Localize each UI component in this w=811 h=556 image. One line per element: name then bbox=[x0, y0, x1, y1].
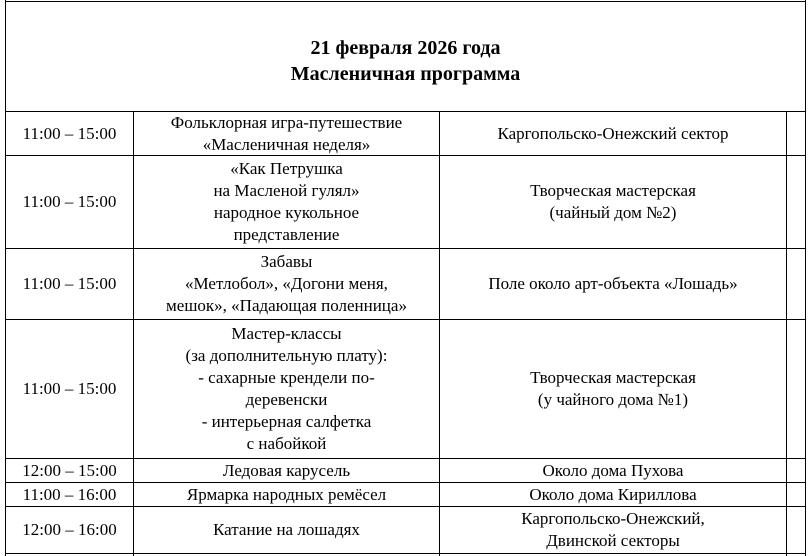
table-cell-event: Забавы «Метлобол», «Догони меня, мешок», «Падающая поленница» bbox=[166, 252, 407, 315]
table-cell-event: Ярмарка народных ремёсел bbox=[186, 484, 387, 504]
table-cell-place: Около дома Пухова bbox=[542, 460, 684, 480]
table-cell-event: Катание на лошадях bbox=[213, 520, 360, 539]
table-cell-time: 12:00 – 16:00 bbox=[22, 520, 117, 539]
table-cell-event: Мастер-классы (за дополнительную плату): - сахарные крендели по- деревенски - интерьерная салфетка с набойкой bbox=[185, 324, 388, 453]
border-top bbox=[5, 1, 806, 2]
table-cell-event: Ледовая карусель bbox=[222, 460, 351, 480]
table-cell-place: Творческая мастерская (чайный дом №2) bbox=[530, 181, 696, 222]
border-right bbox=[805, 0, 806, 556]
schedule-title: Масленичная программа bbox=[290, 63, 521, 85]
table-cell-place: Поле около арт-объекта «Лошадь» bbox=[488, 274, 738, 293]
table-cell-place: Каргопольско-Онежский, Двинской секторы bbox=[521, 509, 705, 550]
table-cell-time: 11:00 – 15:00 bbox=[22, 192, 117, 211]
table-cell-event: Фольклорная игра-путешествие «Масленичная неделя» bbox=[170, 112, 403, 154]
table-cell-time: 11:00 – 16:00 bbox=[22, 484, 117, 504]
table-cell-time: 11:00 – 15:00 bbox=[22, 274, 117, 293]
table-cell-time: 11:00 – 15:00 bbox=[22, 379, 117, 398]
border-bottom bbox=[5, 553, 806, 554]
column-divider-place bbox=[786, 111, 787, 556]
table-cell-place: Каргопольско-Онежский сектор bbox=[497, 123, 729, 143]
table-cell-time: 11:00 – 15:00 bbox=[22, 123, 117, 143]
table-cell-event: «Как Петрушка на Масленой гулял» народное кукольное представление bbox=[213, 159, 360, 244]
table-cell-time: 12:00 – 15:00 bbox=[22, 460, 117, 480]
schedule-date: 21 февраля 2026 года bbox=[310, 37, 501, 59]
table-cell-place: Творческая мастерская (у чайного дома №1) bbox=[530, 368, 696, 409]
table-cell-place: Около дома Кириллова bbox=[529, 484, 697, 504]
